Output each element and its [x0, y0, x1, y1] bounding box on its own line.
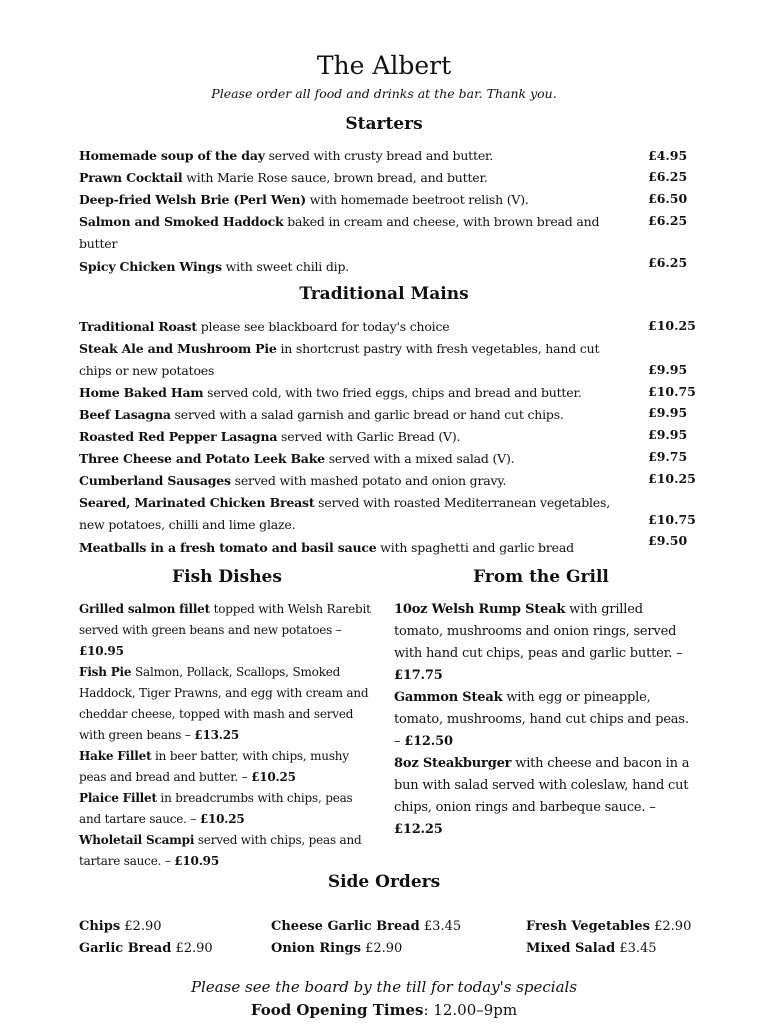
item-description: baked in cream and cheese, with brown bread and butter [79, 214, 600, 251]
item-name: Wholetail Scampi [79, 833, 195, 847]
main-item [79, 492, 635, 536]
fish-heading: Fish Dishes [172, 567, 282, 587]
main-item [79, 448, 635, 470]
item-name: Grilled salmon fillet [79, 602, 210, 616]
side-item [79, 938, 213, 960]
item-name: Seared, Marinated Chicken Breast [79, 495, 315, 510]
item-price: £3.45 [615, 941, 657, 956]
item-name: Deep-fried Welsh Brie (Perl Wen) [79, 192, 307, 207]
grill-item [394, 599, 694, 687]
fish-item [79, 599, 375, 662]
grill-heading: From the Grill [473, 567, 609, 587]
item-name: Chips [79, 919, 121, 934]
item-price: £6.25 [648, 255, 688, 270]
fish-item [79, 662, 375, 746]
item-price: £10.75 [648, 384, 696, 399]
item-name: Prawn Cocktail [79, 170, 183, 185]
item-price: £12.50 [404, 734, 453, 749]
item-name: 8oz Steakburger [394, 756, 512, 771]
item-price: £6.25 [648, 169, 688, 184]
grill-list [394, 599, 694, 841]
fish-list [79, 599, 375, 872]
grill-item [394, 753, 694, 841]
item-description: topped with Welsh Rarebit served with green beans and new potatoes – [79, 602, 371, 637]
starter-item [79, 189, 635, 211]
item-name: Cumberland Sausages [79, 473, 231, 488]
starter-item [79, 167, 635, 189]
item-description: served with a salad garnish and garlic bread or hand cut chips. [170, 407, 564, 422]
item-description: please see blackboard for today's choice [196, 319, 450, 334]
item-price: £10.25 [251, 770, 296, 784]
item-description: served with a mixed salad (V). [324, 451, 515, 466]
fish-item [79, 830, 375, 872]
item-name: 10oz Welsh Rump Steak [394, 602, 566, 617]
item-name: Meatballs in a fresh tomato and basil sauce [79, 540, 377, 555]
item-price: £9.75 [648, 449, 688, 464]
item-description: in beer batter, with chips, mushy peas and bread and butter. – [79, 749, 349, 784]
item-price: £2.90 [171, 941, 213, 956]
item-description: served with crusty bread and butter. [264, 148, 494, 163]
starter-item [79, 256, 635, 278]
item-description: with sweet chili dip. [221, 259, 350, 274]
item-price: £10.25 [648, 318, 696, 333]
side-item [79, 916, 162, 938]
item-price: £9.50 [648, 533, 688, 548]
item-description: served with roasted Mediterranean vegetables, new potatoes, chilli and lime glaze. [79, 495, 610, 532]
item-description: with homemade beetroot relish (V). [306, 192, 529, 207]
item-price: £4.95 [648, 148, 688, 163]
starter-item [79, 211, 635, 255]
item-name: Home Baked Ham [79, 385, 204, 400]
item-name: Spicy Chicken Wings [79, 259, 222, 274]
side-item [526, 916, 691, 938]
specials-note: Please see the board by the till for today's specials [190, 978, 578, 996]
main-item [79, 382, 635, 404]
item-description: in shortcrust pastry with fresh vegetables, hand cut chips or new potatoes [79, 341, 600, 378]
item-name: Steak Ale and Mushroom Pie [79, 341, 277, 356]
item-description: with spaghetti and garlic bread [376, 540, 574, 555]
item-price: £9.95 [648, 362, 688, 377]
item-name: Garlic Bread [79, 941, 172, 956]
side-item [271, 916, 461, 938]
item-name: Roasted Red Pepper Lasagna [79, 429, 278, 444]
item-name: Cheese Garlic Bread [271, 919, 420, 934]
main-item [79, 426, 635, 448]
main-item [79, 316, 635, 338]
main-item [79, 404, 635, 426]
item-description: in breadcrumbs with chips, peas and tartare sauce. – [79, 791, 353, 826]
item-price: £3.45 [419, 919, 462, 934]
item-description: served cold, with two fried eggs, chips and bread and butter. [203, 385, 582, 400]
starters-heading: Starters [345, 114, 423, 134]
item-price: £10.95 [174, 854, 219, 868]
item-name: Onion Rings [271, 941, 361, 956]
item-name: Gammon Steak [394, 690, 503, 705]
item-name: Homemade soup of the day [79, 148, 265, 163]
item-price: £2.90 [650, 919, 692, 934]
item-description: served with mashed potato and onion gravy. [230, 473, 507, 488]
opening-times-value: : 12.00–9pm [423, 1001, 518, 1019]
item-price: £2.90 [120, 919, 162, 934]
item-price: £13.25 [194, 728, 240, 742]
item-name: Mixed Salad [526, 941, 616, 956]
item-name: Traditional Roast [79, 319, 197, 334]
item-price: £6.50 [648, 191, 688, 206]
item-description: with Marie Rose sauce, brown bread, and butter. [182, 170, 488, 185]
item-price: £2.90 [360, 941, 403, 956]
item-price: £10.75 [648, 512, 696, 527]
fish-item [79, 746, 375, 788]
item-description: served with Garlic Bread (V). [277, 429, 461, 444]
page-title: The Albert [316, 51, 452, 80]
item-price: £10.25 [199, 812, 245, 826]
starter-item [79, 145, 635, 167]
item-name: Plaice Fillet [79, 791, 157, 805]
mains-heading: Traditional Mains [299, 284, 469, 304]
item-description: with cheese and bacon in a bun with salad served with coleslaw, hand cut chips, onion rings and barbeque sauce. – [394, 756, 690, 815]
item-description: Salmon, Pollack, Scallops, Smoked Haddock, Tiger Prawns, and egg with cream and cheddar cheese, topped with mash and served with green beans – [79, 665, 369, 742]
side-item [526, 938, 657, 960]
opening-times-label: Food Opening Times [250, 1001, 424, 1019]
item-price: £10.95 [79, 644, 124, 658]
main-item [79, 537, 635, 559]
item-description: served with chips, peas and tartare sauce. – [79, 833, 362, 868]
item-name: Three Cheese and Potato Leek Bake [79, 451, 325, 466]
side-item [271, 938, 402, 960]
item-name: Fish Pie [79, 665, 132, 679]
item-price: £10.25 [648, 471, 696, 486]
opening-times [0, 999, 768, 1021]
item-price: £9.95 [648, 405, 688, 420]
ordering-note: Please order all food and drinks at the bar. Thank you. [211, 86, 557, 101]
sides-heading: Side Orders [327, 872, 441, 892]
item-price: £9.95 [648, 427, 688, 442]
item-name: Fresh Vegetables [526, 919, 650, 934]
fish-item [79, 788, 375, 830]
item-name: Beef Lasagna [79, 407, 171, 422]
grill-item [394, 687, 694, 753]
main-item [79, 338, 635, 382]
item-name: Salmon and Smoked Haddock [79, 214, 284, 229]
item-price: £12.25 [394, 822, 443, 837]
item-description: with egg or pineapple, tomato, mushrooms, hand cut chips and peas. – [394, 690, 689, 749]
item-name: Hake Fillet [79, 749, 152, 763]
item-price: £17.75 [394, 668, 443, 683]
item-price: £6.25 [648, 213, 688, 228]
item-description: with grilled tomato, mushrooms and onion rings, served with hand cut chips, peas and garlic butter. – [394, 602, 683, 661]
main-item [79, 470, 635, 492]
